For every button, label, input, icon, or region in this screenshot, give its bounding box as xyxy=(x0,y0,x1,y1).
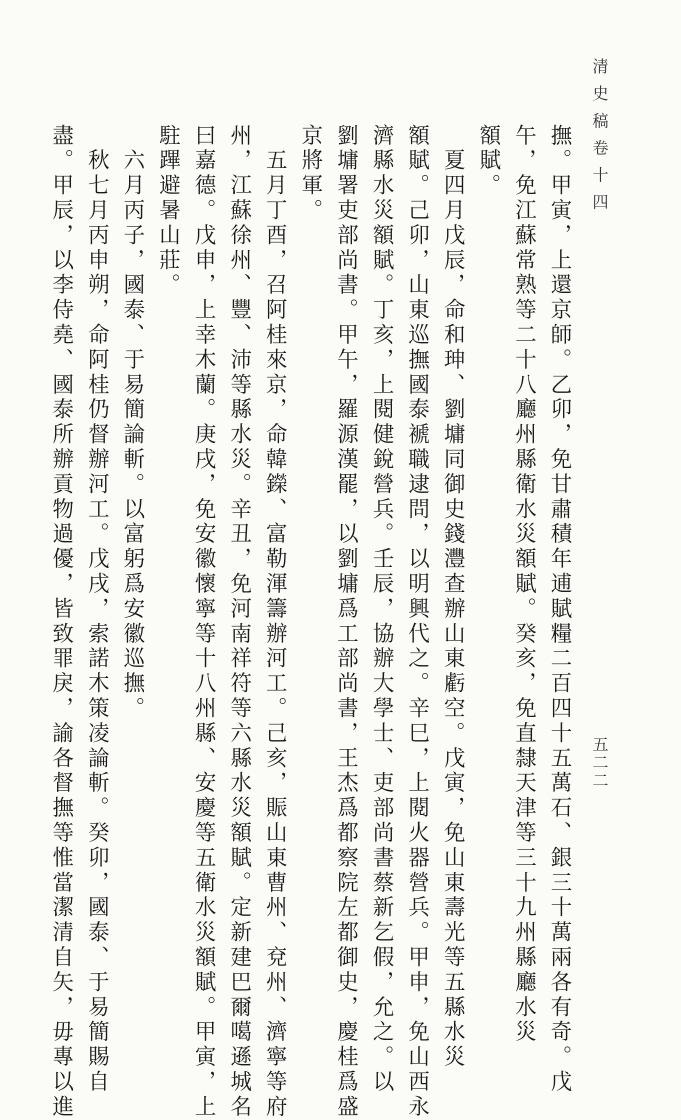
text-column: 六月丙子，國泰、于易簡論斬。以富躬爲安徽巡撫。 xyxy=(119,124,145,722)
main-text xyxy=(48,124,577,1120)
text-column: 額賦。 xyxy=(475,124,501,199)
text-column: 午，免江蘇常熟等二十八廳州縣衛水災額賦。癸亥，免直隸天津等三十九州縣廳水災 xyxy=(511,124,537,1046)
text-column: 盡。甲辰，以李侍堯、國泰所辦貢物過優，皆致罪戾，諭各督撫等惟當潔清自矢，毋專以進 xyxy=(48,124,74,1120)
text-column: 京將軍。 xyxy=(297,124,323,224)
text-column: 五月丁酉，召阿桂來京，命韓鑅、富勒渾籌辦河工。己亥，賑山東曹州、兗州、濟寧等府 xyxy=(262,124,288,1120)
page-number: 五二二 xyxy=(590,736,609,790)
running-header: 清 史 稿 卷 十 四 xyxy=(590,58,609,213)
text-column: 秋七月丙申朔，命阿桂仍督辦河工。戊戌，索諾木策凌論斬。癸卯，國泰、于易簡賜自 xyxy=(84,124,110,1096)
text-column: 夏四月戊辰，命和珅、劉墉同御史錢灃查辦山東虧空。戊寅，免山東壽光等五縣水災 xyxy=(440,124,466,1071)
text-column: 曰嘉德。戊申，上幸木蘭。庚戌，免安徽懷寧等十八州縣、安慶等五衛水災額賦。甲寅，上 xyxy=(191,124,217,1120)
text-column: 濟縣水災額賦。丁亥，上閱健銳營兵。壬辰，協辦大學士、吏部尚書蔡新乞假，允之。以 xyxy=(369,124,395,1096)
text-column: 州，江蘇徐州、豐、沛等縣水災。辛丑，免河南祥符等六縣水災額賦。定新建巴爾噶遜城名 xyxy=(226,124,252,1120)
text-column: 劉墉署吏部尚書。甲午，羅源漢罷，以劉墉爲工部尚書，王杰爲都察院左都御史，慶桂爲盛 xyxy=(333,124,359,1120)
text-column: 額賦。己卯，山東巡撫國泰褫職逮問，以明興代之。辛巳，上閱火器營兵。甲申，免山西永 xyxy=(404,124,430,1120)
text-column: 撫。甲寅，上還京師。乙卯，免甘肅積年逋賦糧二百四十五萬石、銀三十萬兩各有奇。戊 xyxy=(547,124,572,1096)
text-column: 駐蹕避暑山莊。 xyxy=(155,124,181,299)
